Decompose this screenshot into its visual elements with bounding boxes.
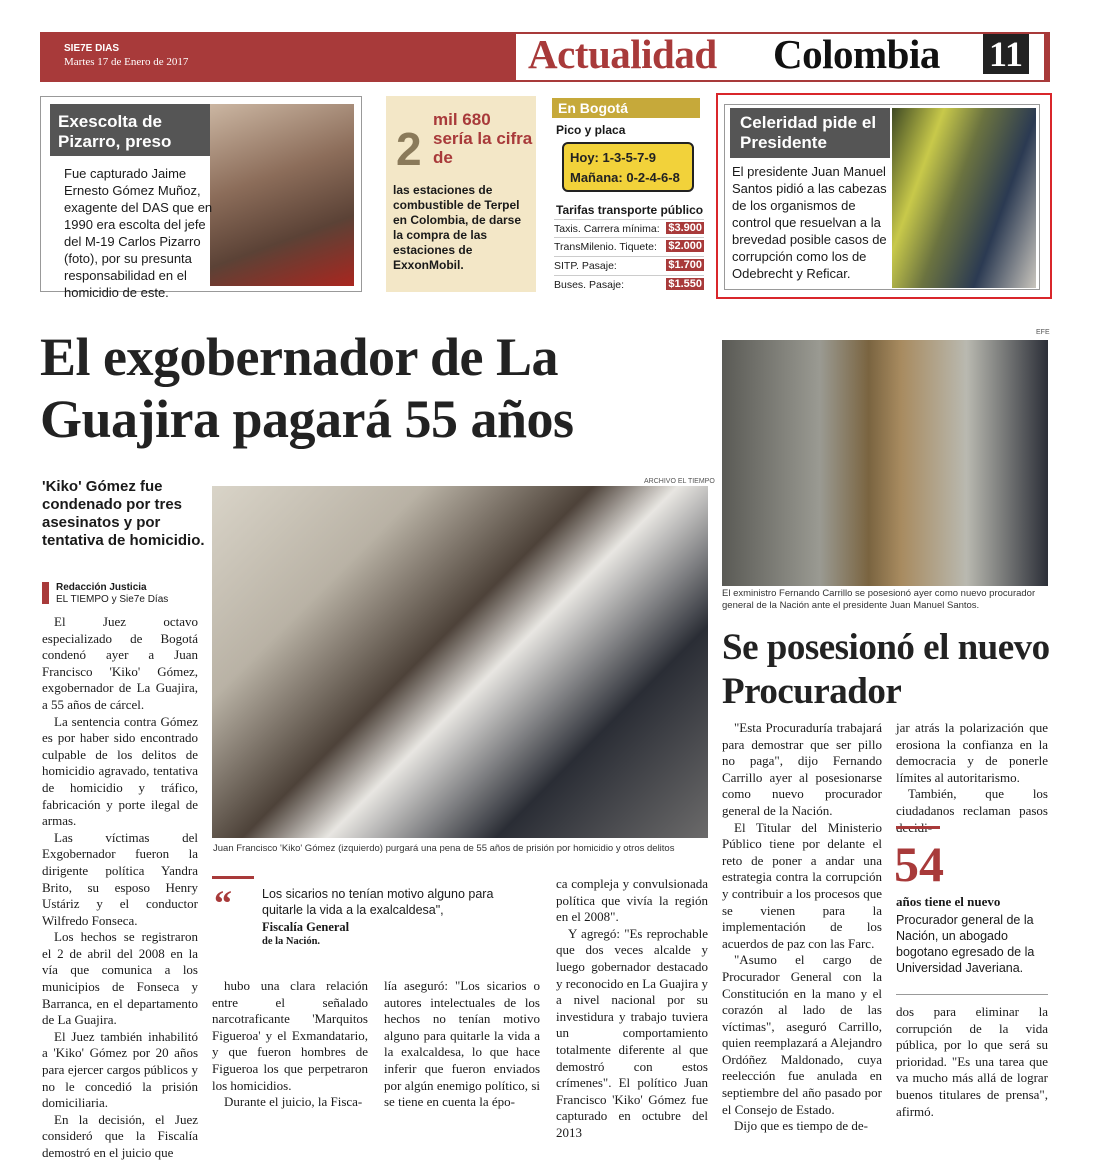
second-col-2-top bbox=[896, 720, 1048, 836]
stat-number: 54 bbox=[894, 836, 944, 892]
brief-pizarro-title: Exescolta de Pizarro, preso bbox=[58, 112, 172, 151]
paragraph: Durante el juicio, la Fisca- bbox=[224, 1094, 363, 1110]
paragraph: lía aseguró: "Los sicarios o autores intelectuales de los hechos no tenían motivo alguno para quitarle la vida a la exalcaldesa, lo que hace inferir que fueron enviados por algún enemigo político, si se tiene en cuenta la épo- bbox=[384, 978, 540, 1110]
pull-quote-text: Los sicarios no tenían motivo alguno para quitarle la vida a la exalcaldesa", bbox=[262, 887, 494, 917]
brief-terpel-headline: mil 680 sería la cifra de bbox=[433, 110, 533, 167]
second-col-2-bottom bbox=[896, 1004, 1048, 1120]
pull-quote-source: Fiscalía General bbox=[262, 920, 350, 934]
fare-row bbox=[554, 256, 704, 276]
main-col-4 bbox=[556, 876, 708, 1142]
pico-placa-manana: Mañana: 0-2-4-6-8 bbox=[570, 170, 680, 185]
fare-value: $1.550 bbox=[666, 278, 704, 290]
byline-desk: Redacción Justicia bbox=[56, 582, 147, 593]
second-col-1 bbox=[722, 720, 882, 1135]
main-col-1 bbox=[42, 614, 198, 1162]
page-number: 11 bbox=[983, 34, 1029, 74]
paragraph: En la decisión, el Juez consideró que la Fiscalía demostró en el juicio que bbox=[42, 1111, 198, 1160]
header-brand: SIE7E DIAS bbox=[64, 43, 120, 54]
paragraph: "Asumo el cargo de Procurador General con la Constitución en la mano y el corazón al lado de las víctimas", aseguró Carrillo, quien reemplazará a Alejandro Ordóñez Maldonado, cuya reelección fue anulada en septiembre del año pasado por el Consejo de Estado. bbox=[722, 952, 882, 1117]
fare-label: TransMilenio. Tiquete: bbox=[554, 241, 657, 253]
paragraph: Y agregó: "Es reprochable que dos veces alcalde y luego gobernador destacado y reconocido en La Guajira y a nivel nacional por su investidura y trabajo tuviera un comportamiento totalmente diferente al que demostró con estos crímenes". El político Juan Francisco 'Kiko' Gómez fue capturado en octubre del 2013 bbox=[556, 925, 708, 1140]
stat-divider bbox=[896, 994, 1048, 995]
fare-row bbox=[554, 237, 704, 257]
quote-mark-icon: “ bbox=[214, 883, 232, 923]
paragraph: El Juez octavo especializado de Bogotá condenó ayer a Juan Francisco 'Kiko' Gómez, exgobernador de La Guajira, a 55 años de cárcel. bbox=[42, 614, 198, 712]
header-section: Actualidad bbox=[528, 31, 717, 77]
fare-row bbox=[554, 219, 704, 239]
second-photo-caption: El exministro Fernando Carrillo se posesionó ayer como nuevo procurador general de la Nación ante el presidente Juan Manuel Santos. bbox=[722, 588, 1036, 611]
pico-placa-title: Pico y placa bbox=[556, 123, 626, 137]
fare-value: $3.900 bbox=[666, 222, 704, 234]
brief-terpel-body: las estaciones de combustible de Terpel en Colombia, de darse la compra de las estaciones de ExxonMobil. bbox=[393, 183, 522, 272]
brief-pizarro-body: Fue capturado Jaime Ernesto Gómez Muñoz, exagente del DAS que en 1990 era escolta del jefe del M-19 Carlos Pizarro (foto), por su presunta responsabilidad en el homicidio de este. bbox=[64, 166, 213, 300]
brief-terpel-number: 2 bbox=[396, 123, 422, 175]
pull-quote-source-2: de la Nación. bbox=[262, 936, 321, 947]
stat-body: Procurador general de la Nación, un abogado bogotano egresado de la Universidad Javeriana. bbox=[896, 913, 1035, 975]
header-date: Martes 17 de Enero de 2017 bbox=[64, 56, 189, 68]
main-lede: 'Kiko' Gómez fue condenado por tres asesinatos y por tentativa de homicidio. bbox=[42, 478, 205, 549]
paragraph: ca compleja y convulsionada política que vivía la región en el 2008". bbox=[556, 876, 708, 925]
second-photo bbox=[722, 340, 1048, 586]
brief-presidente-title: Celeridad pide el Presidente bbox=[740, 113, 877, 152]
main-photo-caption: Juan Francisco 'Kiko' Gómez (izquierdo) purgará una pena de 55 años de prisión por homicidio y otros delitos bbox=[213, 843, 675, 854]
second-headline: Se posesionó el nuevo Procurador bbox=[722, 627, 1050, 712]
quote-bar bbox=[212, 876, 254, 879]
brief-bogota-label: En Bogotá bbox=[558, 100, 628, 116]
paragraph: Los hechos se registraron el 2 de abril del 2008 en la vía que comunica a los municipios de Fonseca y Barranca, en el departamento de La Guajira. bbox=[42, 929, 198, 1028]
byline-publication: EL TIEMPO y Sie7e Días bbox=[56, 594, 169, 605]
second-photo-credit: EFE bbox=[1036, 329, 1050, 336]
fares-title: Tarifas transporte público bbox=[556, 203, 704, 217]
brief-presidente-photo bbox=[892, 108, 1036, 288]
fare-value: $1.700 bbox=[666, 259, 704, 271]
fare-label: Taxis. Carrera mínima: bbox=[554, 223, 660, 235]
paragraph: También, que los ciudadanos reclaman pasos bbox=[896, 786, 1048, 818]
fare-label: Buses. Pasaje: bbox=[554, 279, 625, 291]
fare-value: $2.000 bbox=[666, 240, 704, 252]
paragraph: El Juez también inhabilitó a 'Kiko' Gómez por 20 años para ejercer cargos públicos y no le concedió la prisión domiciliaria. bbox=[42, 1028, 198, 1111]
main-photo-credit: ARCHIVO EL TIEMPO bbox=[644, 478, 715, 485]
paragraph: Dijo que es tiempo de de- bbox=[734, 1118, 868, 1134]
fare-label: SITP. Pasaje: bbox=[554, 260, 617, 272]
fare-row bbox=[554, 275, 704, 295]
paragraph: El Titular del Ministerio Público tiene por delante el reto de poner a andar una estrategia contra la corrupción y contribuir a los procesos que se vienen para la implementación de los acuerdos de paz con las Farc. bbox=[722, 819, 882, 951]
main-photo bbox=[212, 486, 708, 838]
paragraph: jar atrás la polarización que erosiona la confianza en la democracia y de ponerle límites al autoritarismo. bbox=[896, 720, 1048, 785]
pico-placa-hoy: Hoy: 1-3-5-7-9 bbox=[570, 150, 656, 165]
main-headline: El exgobernador de La Guajira pagará 55 años bbox=[40, 327, 574, 449]
main-col-2 bbox=[212, 978, 368, 1111]
brief-pizarro-photo bbox=[210, 104, 354, 286]
byline-bar bbox=[42, 582, 49, 604]
stat-headline: años tiene el nuevo bbox=[896, 894, 1001, 909]
main-col-3 bbox=[384, 978, 540, 1111]
stat-bar bbox=[896, 826, 940, 829]
brief-presidente-body: El presidente Juan Manuel Santos pidió a las cabezas de los organismos de control que resuelvan a la brevedad posible casos de corrupción como los de Odebrecht y Reficar. bbox=[732, 164, 887, 281]
paragraph: Las víctimas del Exgobernador fueron la dirigente política Yandra Brito, su esposo Henry Ustáriz y el conductor Wilfredo Fonseca. bbox=[42, 829, 198, 928]
paragraph: La sentencia contra Gómez es por haber sido encontrado culpable de los delitos de homicidio agravado, tentativa de homicidio y tráfico, fabricación y porte ilegal de armas. bbox=[42, 713, 198, 829]
paragraph: hubo una clara relación entre el señalado narcotraficante 'Marquitos Figueroa' y el Exmandatario, y que fueron hombres de Figueroa los que perpetraron los homicidios. bbox=[212, 978, 368, 1093]
paragraph: "Esta Procuraduría trabajará para demostrar que ser pillo no paga", dijo Fernando Carrillo ayer al posesionarse como nuevo procurador general de la Nación. bbox=[722, 720, 882, 818]
header-country: Colombia bbox=[773, 31, 940, 77]
paragraph: dos para eliminar la corrupción de la vida pública, por lo que será su prioridad. "Es una tarea que va mucho más allá de lograr buenos titulares de prensa", afirmó. bbox=[896, 1004, 1048, 1119]
